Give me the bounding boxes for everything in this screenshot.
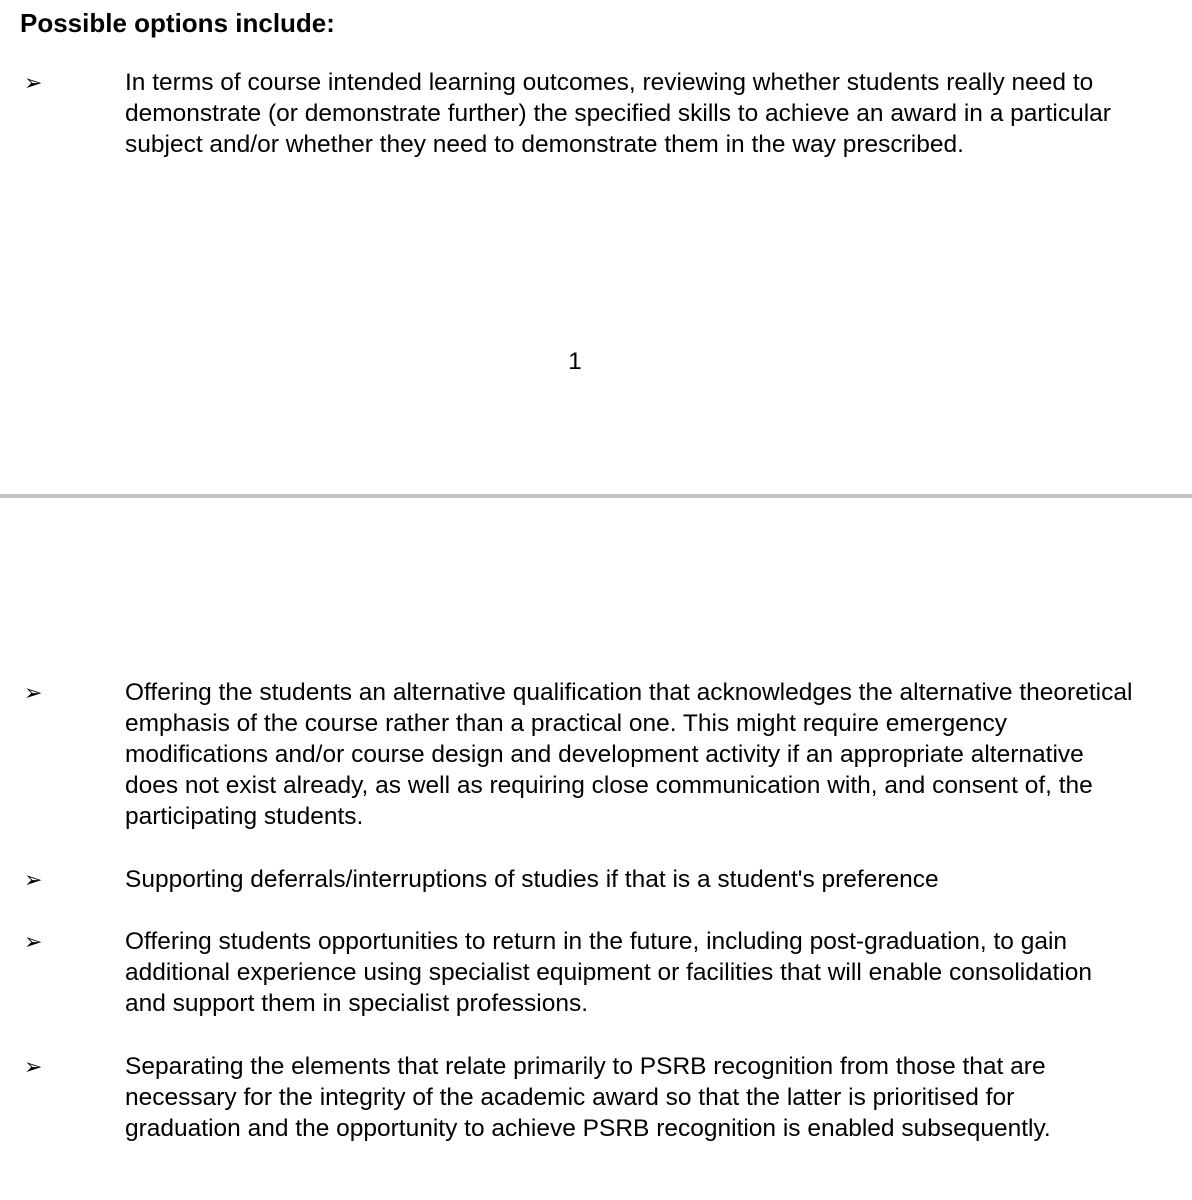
list-item-text: Offering students opportunities to return in the future, including post-graduation, to gain additional experience using specialist equipment or facilities that will enable consolidation and support them in specialist professions.: [125, 928, 1092, 1017]
section-heading: Possible options include:: [20, 8, 335, 38]
arrow-bullet-icon: ➢: [24, 1054, 43, 1079]
list-item-text: Supporting deferrals/interruptions of studies if that is a student's preference: [125, 866, 939, 893]
page-number: 1: [568, 348, 582, 375]
list-item-text: Separating the elements that relate primarily to PSRB recognition from those that are necessary for the integrity of the academic award so that the latter is prioritised for graduation and the opportunity to achieve PSRB recognition is enabled subsequently.: [125, 1053, 1051, 1142]
arrow-bullet-icon: ➢: [24, 70, 43, 95]
arrow-bullet-icon: ➢: [24, 929, 43, 954]
arrow-bullet-icon: ➢: [24, 680, 43, 705]
list-item-text: In terms of course intended learning outcomes, reviewing whether students really need to demonstrate (or demonstrate further) the specified skills to achieve an award in a particular subject and/or whether they need to demonstrate them in the way prescribed.: [125, 69, 1111, 158]
page-break-divider: [0, 494, 1192, 498]
arrow-bullet-icon: ➢: [24, 867, 43, 892]
list-item-text: Offering the students an alternative qualification that acknowledges the alternative theoretical emphasis of the course rather than a practical one. This might require emergency modifications and/or course design and development activity if an appropriate alternative does not exist already, as well as requiring close communication with, and consent of, the participating students.: [125, 679, 1133, 830]
